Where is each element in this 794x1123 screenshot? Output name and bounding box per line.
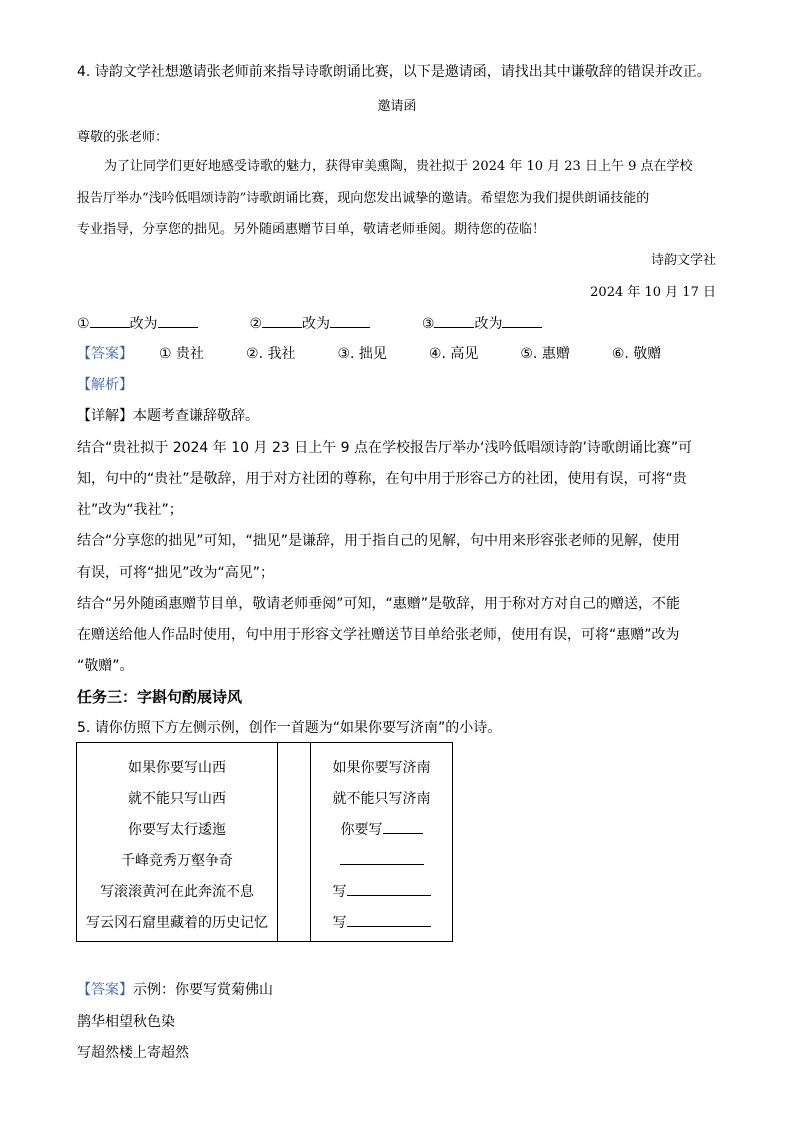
- poem-blank-line[interactable]: [311, 846, 452, 877]
- analysis-text: 社”改为“我社”；: [77, 502, 183, 518]
- poem-blank-line[interactable]: [311, 908, 452, 939]
- analysis-text: 结合“贵社拟于 2024 年 10 月 23 日上午 9 点在学校报告厅举办‘浅吟低唱颂诗韵’诗歌朗诵比赛”可: [77, 440, 693, 456]
- poem-example-column: [77, 743, 278, 942]
- answer-item: ③. 拙见: [337, 346, 387, 362]
- answer-text: 示例：你要写赏菊佛山: [133, 982, 273, 998]
- blank-mid-text: 改为: [474, 316, 503, 332]
- poem-line: 写滚滚黄河在此奔流不息: [100, 884, 254, 900]
- poem-line-prefix: 你要写: [340, 822, 383, 838]
- fill-blank-2[interactable]: [249, 313, 417, 334]
- letter-body-line: 为了让同学们更好地感受诗歌的魅力，获得审美熏陶，贵社拟于 2024 年 10 月 23 日上午 9 点在学校: [104, 159, 693, 174]
- answer-label: 【答案】: [77, 982, 133, 998]
- poem-line: 千峰竞秀万壑争奇: [121, 853, 233, 869]
- poem-spacer-column: [278, 743, 311, 942]
- poem-line: 就不能只写山西: [128, 791, 226, 807]
- blank-line[interactable]: [90, 313, 130, 328]
- fill-blank-3[interactable]: [422, 313, 590, 334]
- fill-blank-1[interactable]: [77, 313, 245, 334]
- analysis-text: 在赠送给他人作品时使用，句中用于形容文学社赠送节目单给张老师，使用有误，可将“惠赠”改为: [77, 627, 680, 643]
- blank-mid-text: 改为: [302, 316, 331, 332]
- letter-body-line: 报告厅举办“浅吟低唱颂诗韵”诗歌朗诵比赛，现向您发出诚挚的邀请。希望您为我们提供朗诵技能的: [77, 191, 650, 206]
- analysis-text: 有误，可将“拙见”改为“高见”；: [77, 565, 275, 581]
- blank-line[interactable]: [158, 313, 198, 328]
- answer-item: ④. 高见: [428, 346, 479, 362]
- blank-number: ②: [249, 316, 263, 332]
- blank-line[interactable]: [347, 912, 431, 927]
- poem-line-prefix: 写: [332, 884, 347, 900]
- blank-line[interactable]: [262, 313, 302, 328]
- poem-blank-line[interactable]: [311, 877, 452, 908]
- letter-signature: 诗韵文学社: [650, 253, 716, 268]
- analysis-text: 结合“另外随函惠赠节目单，敬请老师垂阅”可知，“惠赠”是敬辞，用于称对方对自己的赠送，不能: [77, 596, 681, 612]
- analysis-text: “敬赠”。: [77, 658, 134, 674]
- answer-item: ① 贵社: [159, 346, 205, 362]
- poem-line-prefix: 写: [332, 915, 347, 931]
- analysis-label: 【解析】: [77, 377, 133, 393]
- answer-text: 鹊华相望秋色染: [77, 1014, 175, 1030]
- poem-table: [76, 742, 453, 942]
- blank-number: ①: [77, 316, 90, 332]
- fill-blank-row: [77, 313, 590, 334]
- task3-heading: 任务三：字斟句酌展诗风: [77, 688, 243, 706]
- letter-title: 邀请函: [377, 99, 417, 114]
- question-5-prompt: 5. 请你仿照下方左侧示例，创作一首题为“如果你要写济南”的小诗。: [77, 720, 502, 736]
- letter-salutation: 尊敬的张老师：: [77, 130, 169, 145]
- letter-date: 2024 年 10 月 17 日: [590, 285, 716, 300]
- analysis-text: 知，句中的“贵社”是敬辞，用于对方社团的尊称，在句中用于形容己方的社团，使用有误，可将“贵: [77, 471, 687, 487]
- blank-line[interactable]: [330, 313, 370, 328]
- answer-item: ②. 我社: [246, 346, 296, 362]
- poem-line: 就不能只写济南: [332, 791, 431, 807]
- answer-label: 【答案】: [77, 346, 133, 362]
- q5-answer-row: [77, 980, 273, 1000]
- poem-line: 如果你要写济南: [332, 760, 431, 776]
- poem-line: 如果你要写山西: [128, 760, 226, 776]
- blank-line[interactable]: [340, 850, 424, 865]
- analysis-text: 结合“分享您的拙见”可知，“拙见”是谦辞，用于指自己的见解，句中用来形容张老师的见解，使用: [77, 533, 681, 549]
- blank-line[interactable]: [383, 819, 423, 834]
- answer-item: ⑥. 敬赠: [611, 346, 662, 362]
- answer-row: [77, 344, 703, 364]
- blank-number: ③: [421, 316, 435, 332]
- poem-line: 写云冈石窟里藏着的历史记忆: [86, 915, 268, 931]
- detail-line: 【详解】本题考查谦辞敬辞。: [77, 408, 259, 424]
- blank-line[interactable]: [347, 881, 431, 896]
- poem-line: 你要写太行逶迤: [128, 822, 226, 838]
- letter-body-line: 专业指导，分享您的拙见。另外随函惠赠节目单，敬请老师垂阅。期待您的莅临！: [77, 222, 546, 237]
- answer-item: ⑤. 惠赠: [520, 346, 570, 362]
- question-4-prompt: 4. 诗韵文学社想邀请张老师前来指导诗歌朗诵比赛，以下是邀请函，请找出其中谦敬辞的错误并改正。: [77, 64, 711, 80]
- poem-blank-line[interactable]: [311, 815, 452, 846]
- poem-answer-column: [311, 743, 453, 942]
- blank-mid-text: 改为: [129, 316, 158, 332]
- blank-line[interactable]: [434, 313, 474, 328]
- answer-text: 写超然楼上寄超然: [77, 1045, 189, 1061]
- blank-line[interactable]: [502, 313, 542, 328]
